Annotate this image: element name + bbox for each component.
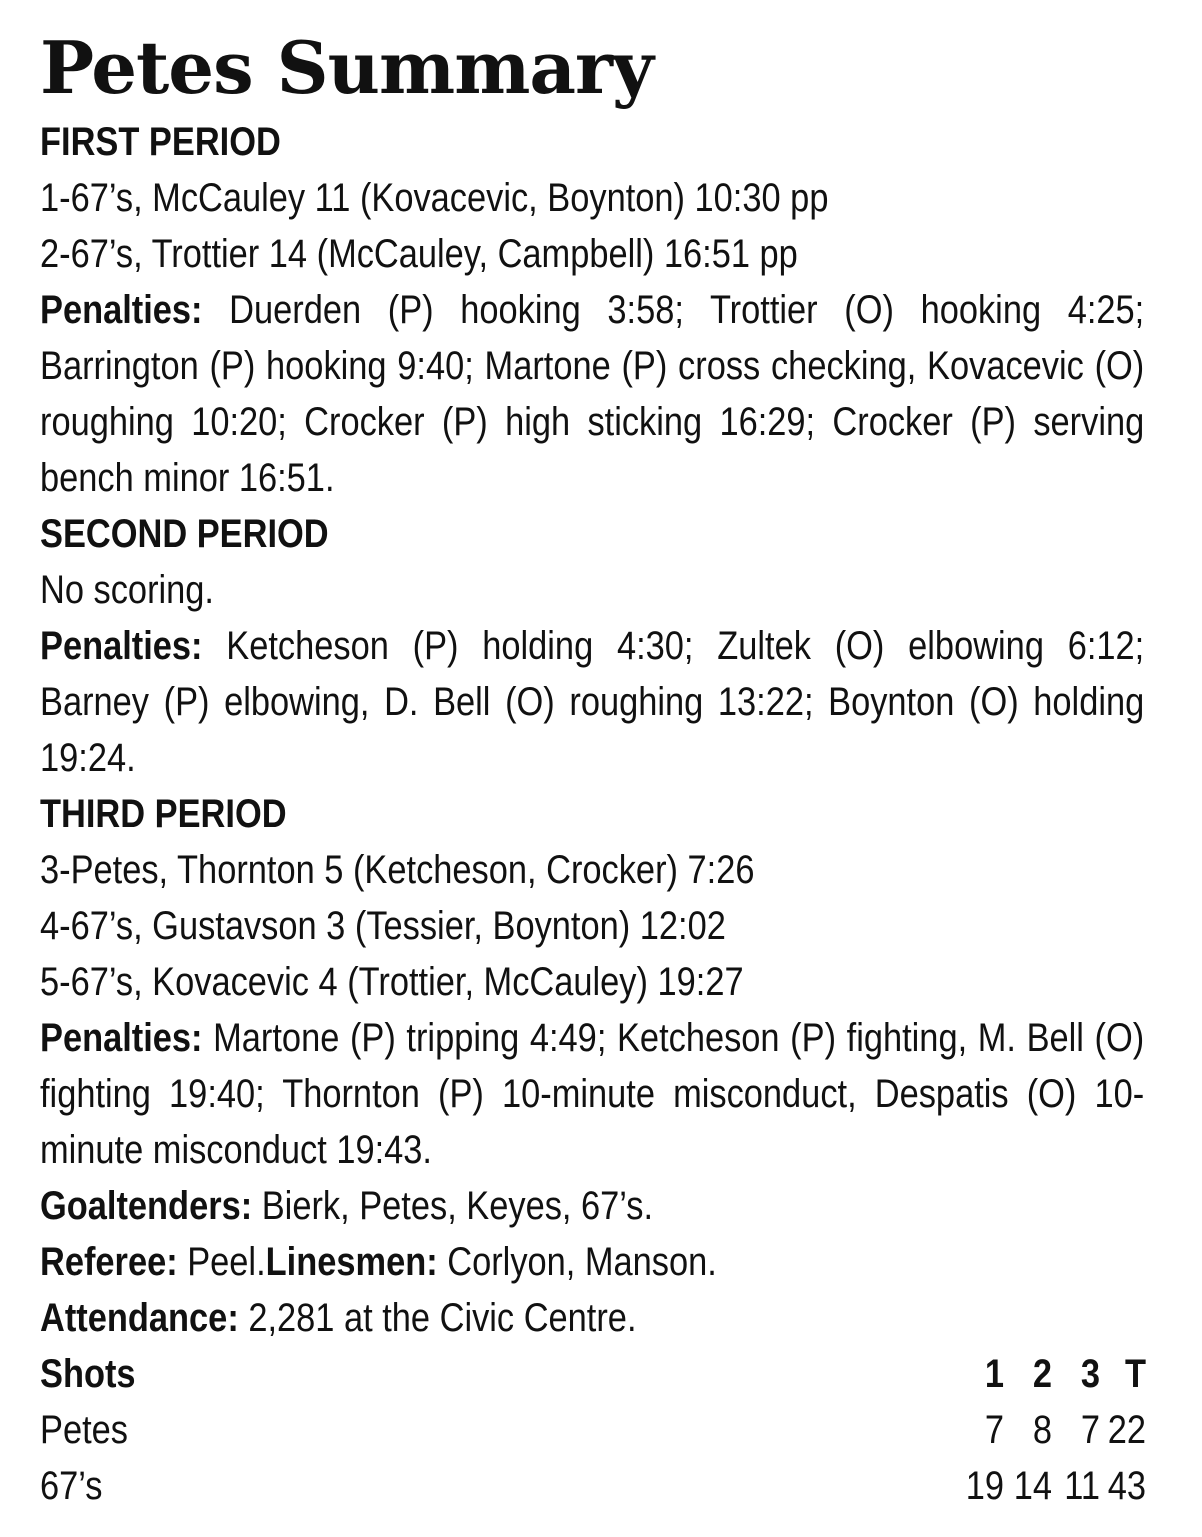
- scoring-line: 4-67’s, Gustavson 3 (Tessier, Boynton) 12:02: [40, 904, 726, 948]
- third-period: [40, 786, 1146, 1178]
- linesmen-label: Linesmen:: [265, 1240, 438, 1284]
- penalties-label: Penalties:: [40, 624, 203, 668]
- total-column-header: T: [1124, 1352, 1146, 1396]
- penalties-text: Duerden (P) hooking 3:58; Trottier (O) hooking 4:25; Barrington (P) hooking 9:40; Martone (P) cross checking, Kovacevic (O) roughing 10:20; Crocker (P) high sticking 16:29; Crocker (P) serving bench minor 16:51.: [40, 288, 1145, 500]
- goaltenders-line: [40, 1178, 991, 1234]
- team-name: Petes: [40, 1408, 128, 1452]
- officials-line: [40, 1234, 991, 1290]
- shots-value: 8: [1032, 1408, 1052, 1452]
- shots-value: 14: [1013, 1464, 1052, 1508]
- penalties-text: Ketcheson (P) holding 4:30; Zultek (O) elbowing 6:12; Barney (P) elbowing, D. Bell (O) roughing 13:22; Boynton (O) holding 19:24.: [40, 624, 1145, 780]
- table-row: [40, 1402, 1146, 1458]
- shots-header-row: [40, 1346, 1146, 1402]
- second-period: [40, 506, 1146, 786]
- period-column-header: 1: [984, 1352, 1004, 1396]
- shots-value: 7: [1080, 1408, 1100, 1452]
- penalties-text: Martone (P) tripping 4:49; Ketcheson (P) fighting, M. Bell (O) fighting 19:40; Thornton (P) 10-minute misconduct, Despatis (O) 10-minute misconduct 19:43.: [40, 1016, 1145, 1172]
- scoring-line: 3-Petes, Thornton 5 (Ketcheson, Crocker) 7:26: [40, 848, 755, 892]
- penalties-label: Penalties:: [40, 288, 203, 332]
- scoring-line: 2-67’s, Trottier 14 (McCauley, Campbell) 16:51 pp: [40, 232, 798, 276]
- penalties-paragraph: [40, 282, 1144, 506]
- scoring-line: 5-67’s, Kovacevic 4 (Trottier, McCauley) 19:27: [40, 960, 744, 1004]
- attendance-text: 2,281 at the Civic Centre.: [238, 1296, 637, 1340]
- shots-table: [40, 1346, 1146, 1514]
- first-period: [40, 114, 1146, 506]
- shots-value: 11: [1064, 1464, 1100, 1508]
- penalties-paragraph: [40, 618, 1144, 786]
- attendance-label: Attendance:: [40, 1296, 239, 1340]
- period-column-header: 3: [1080, 1352, 1100, 1396]
- scoring-line: 1-67’s, McCauley 11 (Kovacevic, Boynton) 10:30 pp: [40, 176, 829, 220]
- referee-text: Peel.: [177, 1240, 266, 1284]
- period-heading: FIRST PERIOD: [40, 120, 281, 164]
- referee-label: Referee:: [40, 1240, 178, 1284]
- period-column-header: 2: [1032, 1352, 1052, 1396]
- shots-value: 19: [965, 1464, 1004, 1508]
- attendance-line: [40, 1290, 991, 1346]
- shots-label: Shots: [40, 1352, 136, 1396]
- penalties-paragraph: [40, 1010, 1144, 1178]
- team-name: 67’s: [40, 1464, 103, 1508]
- goaltenders-text: Bierk, Petes, Keyes, 67’s.: [252, 1184, 654, 1228]
- scoring-line: No scoring.: [40, 568, 214, 612]
- period-heading: SECOND PERIOD: [40, 512, 329, 556]
- period-heading: THIRD PERIOD: [40, 792, 287, 836]
- linesmen-text: Corlyon, Manson.: [437, 1240, 717, 1284]
- shots-total: 43: [1107, 1464, 1146, 1508]
- shots-total: 22: [1107, 1408, 1146, 1452]
- shots-value: 7: [984, 1408, 1004, 1452]
- summary-title: Petes Summary: [40, 25, 653, 110]
- game-summary: [40, 22, 1146, 1514]
- goaltenders-label: Goaltenders:: [40, 1184, 253, 1228]
- table-row: [40, 1458, 1146, 1514]
- penalties-label: Penalties:: [40, 1016, 203, 1060]
